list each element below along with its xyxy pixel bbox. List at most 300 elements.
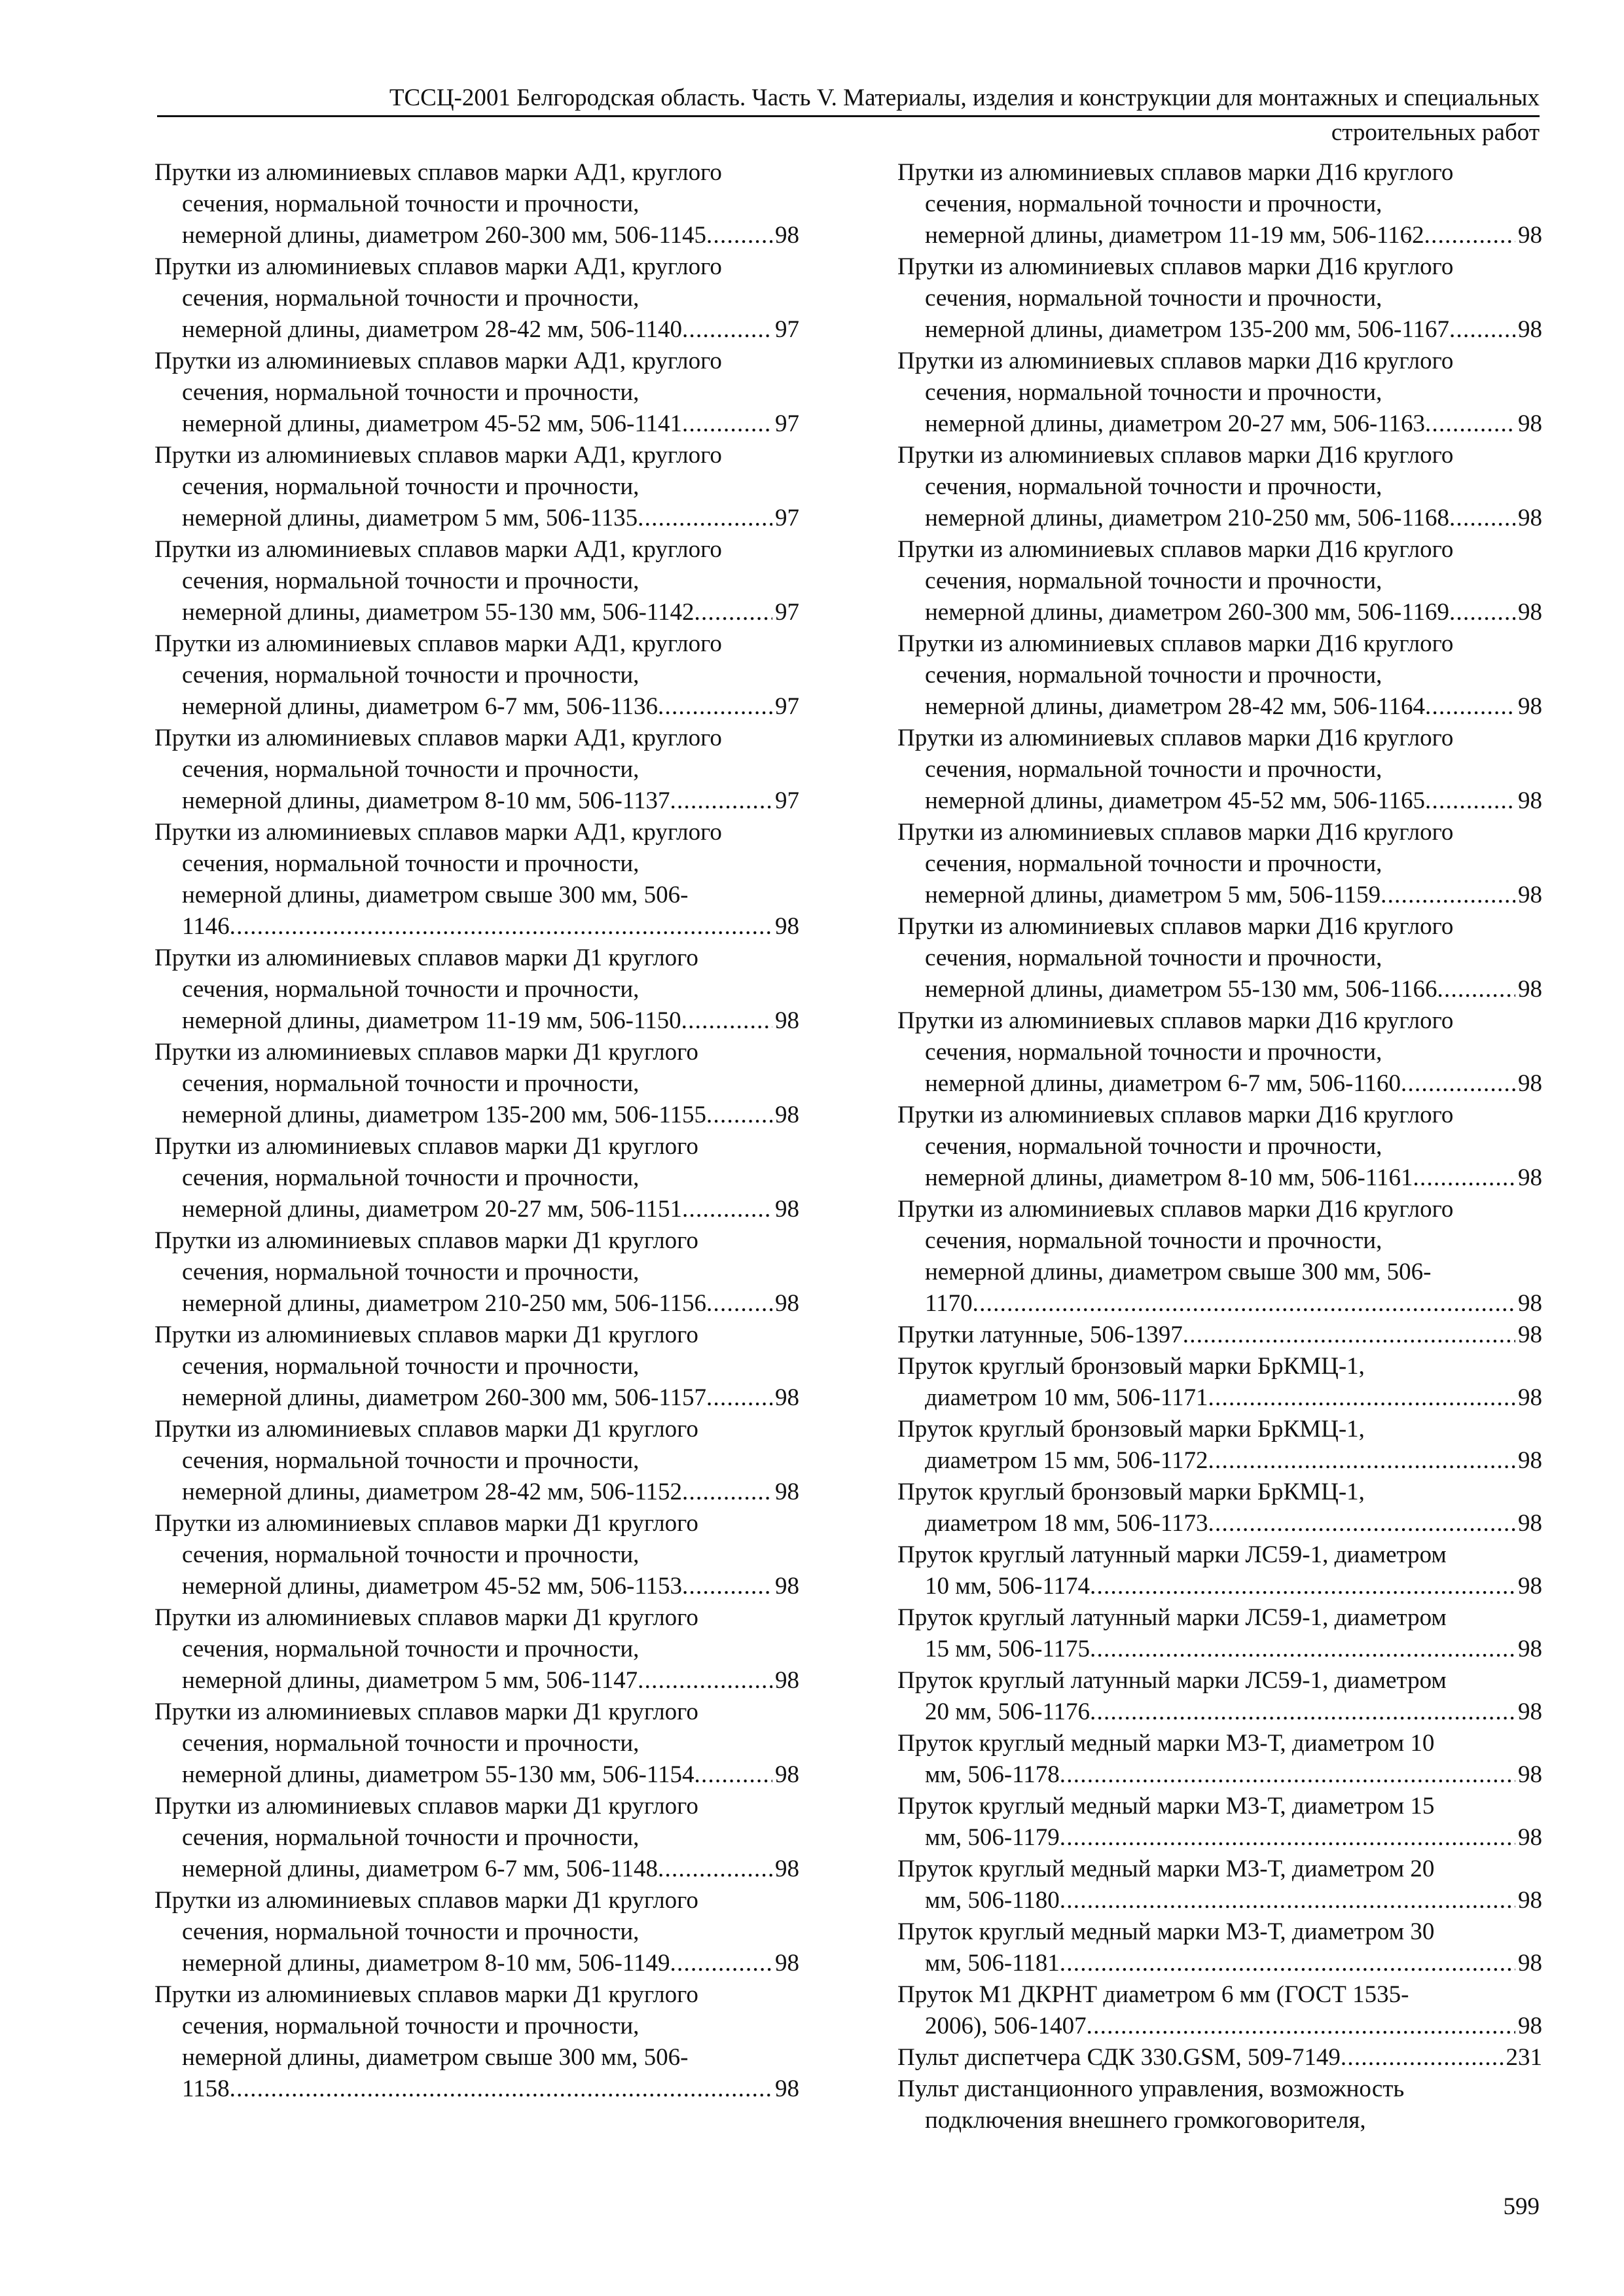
index-entry-line [154, 251, 799, 283]
leader-dots [1060, 1948, 1515, 1979]
index-page-ref: 98 [1518, 1447, 1542, 1474]
index-entry-line [154, 660, 799, 691]
page-number: 599 [1503, 2193, 1540, 2220]
index-entry-line [154, 1005, 799, 1037]
index-page-ref: 97 [775, 787, 799, 814]
index-entry [897, 817, 1542, 911]
leader-dots [1437, 974, 1515, 1005]
index-entry-line [897, 1194, 1542, 1225]
index-entry-text: сечения, нормальной точности и прочности, [182, 1636, 640, 1662]
leader-dots [682, 1571, 772, 1602]
index-entry [154, 1696, 799, 1791]
index-entry [897, 251, 1542, 346]
index-entry-text: сечения, нормальной точности и прочности, [925, 285, 1382, 312]
index-entry [154, 1979, 799, 2105]
index-entry-text: Прутки из алюминиевых сплавов марки Д16 круглого [897, 1102, 1454, 1128]
index-entry [154, 1791, 799, 1885]
index-entry-text: Пруток круглый бронзовый марки БрКМЦ-1, [897, 1353, 1365, 1380]
index-entry-line [897, 2105, 1542, 2136]
index-entry-line [897, 1037, 1542, 1068]
index-entry-line [897, 1319, 1542, 1351]
index-page-ref: 98 [775, 1102, 799, 1128]
index-entry-line [897, 440, 1542, 471]
index-entry-line [897, 1131, 1542, 1162]
index-entry-text: Пруток круглый бронзовый марки БрКМЦ-1, [897, 1479, 1365, 1505]
index-entry-line [154, 754, 799, 785]
leader-dots [1424, 220, 1515, 251]
index-entry-line [897, 157, 1542, 188]
leader-dots [1087, 2011, 1515, 2042]
index-entry-line [154, 1791, 799, 1822]
index-entry [154, 817, 799, 942]
index-entry-line [154, 157, 799, 188]
leader-dots [706, 1288, 772, 1319]
leader-dots [670, 1948, 772, 1979]
index-entry-text: Прутки из алюминиевых сплавов марки Д1 круглого [154, 1510, 698, 1537]
index-entry [897, 1351, 1542, 1414]
leader-dots [706, 220, 772, 251]
index-entry-text: сечения, нормальной точности и прочности, [925, 944, 1382, 971]
index-entry-line [897, 408, 1542, 440]
index-entry-text: немерной длины, диаметром 20-27 мм, 506-1163 [925, 410, 1425, 437]
index-entry-line [154, 1602, 799, 1634]
index-page-ref: 98 [1518, 1290, 1542, 1317]
index-entry-text: сечения, нормальной точности и прочности, [182, 379, 640, 406]
index-entry-text: сечения, нормальной точности и прочности, [182, 756, 640, 783]
index-entry-text: Прутки из алюминиевых сплавов марки Д16 круглого [897, 159, 1454, 186]
index-page-ref: 97 [775, 693, 799, 720]
index-entry-line [154, 1194, 799, 1225]
index-entry-text: немерной длины, диаметром 55-130 мм, 506-1154 [182, 1761, 695, 1788]
index-entry-text: сечения, нормальной точности и прочности, [182, 1164, 640, 1191]
index-entry [154, 1037, 799, 1131]
leader-dots [1425, 785, 1515, 817]
index-entry-line [154, 1414, 799, 1445]
index-entry [897, 1100, 1542, 1194]
index-entry-text: Прутки из алюминиевых сплавов марки Д1 круглого [154, 1793, 698, 1820]
index-entry-text: немерной длины, диаметром 5 мм, 506-1147 [182, 1667, 638, 1694]
index-entry-line [154, 1854, 799, 1885]
index-entry-line [154, 1571, 799, 1602]
index-entry [154, 157, 799, 251]
index-entry-text: сечения, нормальной точности и прочности, [182, 1447, 640, 1474]
index-entry-text: Прутки латунные, 506-1397 [897, 1321, 1183, 1348]
index-entry [154, 1602, 799, 1696]
index-entry-line [154, 188, 799, 220]
index-entry-line [897, 1477, 1542, 1508]
index-entry-line [897, 471, 1542, 503]
index-entry-text: Пруток круглый медный марки М3-Т, диаметром 15 [897, 1793, 1435, 1820]
index-entry-text: 2006), 506-1407 [925, 2013, 1087, 2039]
index-entry-text: немерной длины, диаметром 28-42 мм, 506-1164 [925, 693, 1425, 720]
index-entry-text: Прутки из алюминиевых сплавов марки Д16 круглого [897, 536, 1454, 563]
index-entry-text: немерной длины, диаметром 260-300 мм, 506-1157 [182, 1384, 706, 1411]
index-entry-line [154, 974, 799, 1005]
index-page-ref: 98 [1518, 976, 1542, 1003]
index-entry-line [897, 565, 1542, 597]
index-entry-text: диаметром 10 мм, 506-1171 [925, 1384, 1208, 1411]
index-entry-line [897, 1916, 1542, 1948]
index-entry-line [154, 283, 799, 314]
index-entry-line [897, 1508, 1542, 1539]
index-page-ref: 98 [1518, 1384, 1542, 1411]
leader-dots [682, 408, 772, 440]
index-entry-line [897, 974, 1542, 1005]
index-entry-text: сечения, нормальной точности и прочности, [182, 2013, 640, 2039]
index-entry [154, 1414, 799, 1508]
index-entry-text: немерной длины, диаметром 210-250 мм, 506-1168 [925, 505, 1449, 531]
index-page-ref: 97 [775, 505, 799, 531]
index-entry-text: сечения, нормальной точности и прочности, [182, 976, 640, 1003]
index-entry [154, 1319, 799, 1414]
index-entry-text: Прутки из алюминиевых сплавов марки Д1 круглого [154, 1887, 698, 1914]
index-page-ref: 97 [775, 599, 799, 626]
leader-dots [682, 1194, 772, 1225]
index-entry-text: немерной длины, диаметром 8-10 мм, 506-1161 [925, 1164, 1413, 1191]
leader-dots [658, 691, 772, 723]
index-entry-line [154, 1131, 799, 1162]
leader-dots [1060, 1885, 1515, 1916]
index-entry-text: немерной длины, диаметром 20-27 мм, 506-1151 [182, 1196, 682, 1223]
index-entry-text: немерной длины, диаметром 45-52 мм, 506-1141 [182, 410, 682, 437]
index-entry-text: Прутки из алюминиевых сплавов марки Д1 круглого [154, 1604, 698, 1631]
index-entry-line [897, 628, 1542, 660]
index-entry-text: немерной длины, диаметром 6-7 мм, 506-1136 [182, 693, 658, 720]
index-entry-line [897, 1414, 1542, 1445]
index-entry-text: сечения, нормальной точности и прочности, [925, 190, 1382, 217]
index-entry-line [154, 911, 799, 942]
index-entry [897, 1728, 1542, 1791]
index-entry-line [897, 1979, 1542, 2011]
index-entry-text: сечения, нормальной точности и прочности, [925, 567, 1382, 594]
index-page-ref: 98 [1518, 1950, 1542, 1977]
index-entry-line [897, 2011, 1542, 2042]
index-entry-line [897, 1257, 1542, 1288]
index-entry [897, 1854, 1542, 1916]
index-page-ref: 97 [775, 316, 799, 343]
index-entry-line [897, 251, 1542, 283]
index-entry-text: Пруток М1 ДКРНТ диаметром 6 мм (ГОСТ 1535- [897, 1981, 1409, 2008]
index-entry-line [154, 597, 799, 628]
index-page-ref: 98 [775, 1950, 799, 1977]
index-entry-line [154, 377, 799, 408]
index-entry-line [897, 1539, 1542, 1571]
index-page-ref: 98 [775, 913, 799, 940]
index-entry-line [154, 1100, 799, 1131]
index-page-ref: 98 [1518, 2013, 1542, 2039]
leader-dots [1413, 1162, 1515, 1194]
index-entry [897, 2042, 1542, 2073]
index-entry-text: сечения, нормальной точности и прочности, [925, 1227, 1382, 1254]
index-entry [154, 1131, 799, 1225]
index-entry-text: Пруток круглый латунный марки ЛС59-1, диаметром [897, 1667, 1447, 1694]
index-page-ref: 98 [1518, 787, 1542, 814]
index-entry-line [897, 1351, 1542, 1382]
leader-dots [1449, 314, 1515, 346]
index-entry-line [897, 1068, 1542, 1100]
leader-dots [670, 785, 772, 817]
leader-dots [1183, 1319, 1515, 1351]
index-entry-text: немерной длины, диаметром свыше 300 мм, 506- [182, 882, 689, 908]
index-entry-text: 10 мм, 506-1174 [925, 1573, 1091, 1600]
leader-dots [658, 1854, 772, 1885]
index-entry-line [897, 942, 1542, 974]
leader-dots [682, 314, 772, 346]
leader-dots [1060, 1822, 1515, 1854]
index-entry-text: Прутки из алюминиевых сплавов марки Д16 круглого [897, 630, 1454, 657]
index-entry-line [154, 1885, 799, 1916]
index-entry-text: немерной длины, диаметром 45-52 мм, 506-1165 [925, 787, 1425, 814]
leader-dots [1208, 1508, 1516, 1539]
leader-dots [230, 911, 772, 942]
index-entry-text: Пруток круглый медный марки М3-Т, диаметром 30 [897, 1918, 1435, 1945]
index-entry [154, 534, 799, 628]
index-entry-line [897, 2073, 1542, 2105]
index-page-ref: 98 [1518, 693, 1542, 720]
index-entry-line [897, 534, 1542, 565]
index-entry-line [897, 2042, 1542, 2073]
index-entry-text: Прутки из алюминиевых сплавов марки Д16 круглого [897, 913, 1454, 940]
index-entry-text: Прутки из алюминиевых сплавов марки АД1, круглого [154, 725, 722, 751]
index-entry-line [897, 1382, 1542, 1414]
index-entry-line [154, 1916, 799, 1948]
index-entry-line [154, 1382, 799, 1414]
header-title: ТССЦ-2001 Белгородская область. Часть V. Материалы, изделия и конструкции для монтажных и специальных [389, 84, 1540, 111]
index-entry-text: немерной длины, диаметром 55-130 мм, 506-1142 [182, 599, 695, 626]
index-entry-line [154, 220, 799, 251]
index-entry-text: Прутки из алюминиевых сплавов марки Д1 круглого [154, 1698, 698, 1725]
index-entry-text: мм, 506-1181 [925, 1950, 1060, 1977]
index-entry-text: немерной длины, диаметром свыше 300 мм, 506- [182, 2044, 689, 2071]
index-entry-line [897, 1602, 1542, 1634]
index-entry-line [154, 1319, 799, 1351]
index-entry-line [154, 723, 799, 754]
index-entry-text: Прутки из алюминиевых сплавов марки АД1, круглого [154, 253, 722, 280]
index-entry-line [897, 1759, 1542, 1791]
index-entry-line [897, 660, 1542, 691]
index-page-ref: 98 [1518, 316, 1542, 343]
index-page-ref: 98 [775, 1479, 799, 1505]
index-entry-text: Прутки из алюминиевых сплавов марки Д16 круглого [897, 348, 1454, 374]
index-entry-text: Прутки из алюминиевых сплавов марки Д16 круглого [897, 725, 1454, 751]
index-entry-line [897, 346, 1542, 377]
index-entry [897, 1791, 1542, 1854]
index-entry [154, 723, 799, 817]
index-entry-text: сечения, нормальной точности и прочности, [182, 1353, 640, 1380]
index-entry-text: Прутки из алюминиевых сплавов марки Д1 круглого [154, 1133, 698, 1160]
index-page-ref: 98 [775, 1667, 799, 1694]
index-entry-text: Прутки из алюминиевых сплавов марки Д1 круглого [154, 944, 698, 971]
index-page-ref: 98 [775, 1761, 799, 1788]
index-entry-line [897, 691, 1542, 723]
index-entry-line [897, 754, 1542, 785]
index-entry-line [897, 1571, 1542, 1602]
leader-dots [1449, 503, 1515, 534]
index-page-ref: 98 [775, 1007, 799, 1034]
index-entry [897, 1414, 1542, 1477]
index-page-ref: 98 [1518, 1887, 1542, 1914]
index-entry-text: сечения, нормальной точности и прочности, [925, 1133, 1382, 1160]
index-entry-line [154, 2073, 799, 2105]
index-entry [897, 1194, 1542, 1319]
index-entry-text: Прутки из алюминиевых сплавов марки АД1, круглого [154, 819, 722, 846]
index-entry-line [897, 377, 1542, 408]
index-entry-line [897, 785, 1542, 817]
index-entry-text: Пруток круглый медный марки М3-Т, диаметром 10 [897, 1730, 1435, 1757]
index-entry-line [154, 817, 799, 848]
index-entry [154, 942, 799, 1037]
index-entry-text: Прутки из алюминиевых сплавов марки АД1, круглого [154, 442, 722, 469]
index-entry-text: сечения, нормальной точности и прочности, [182, 1259, 640, 1285]
index-entry-line [154, 471, 799, 503]
index-entry-text: диаметром 18 мм, 506-1173 [925, 1510, 1208, 1537]
index-entry-text: Прутки из алюминиевых сплавов марки Д16 круглого [897, 1007, 1454, 1034]
leader-dots [1208, 1445, 1516, 1477]
index-page-ref: 98 [1518, 1573, 1542, 1600]
index-entry-line [154, 848, 799, 880]
index-entry-text: немерной длины, диаметром 55-130 мм, 506-1166 [925, 976, 1437, 1003]
index-entry-line [897, 911, 1542, 942]
index-entry-line [154, 1822, 799, 1854]
leader-dots [694, 597, 772, 628]
index-entry-line [154, 565, 799, 597]
index-entry-text: подключения внешнего громкоговорителя, [925, 2107, 1366, 2134]
index-entry [154, 346, 799, 440]
index-entry-line [154, 1068, 799, 1100]
index-entry-text: мм, 506-1179 [925, 1824, 1060, 1851]
index-entry [897, 1477, 1542, 1539]
index-entry-line [154, 1477, 799, 1508]
index-entry-text: Прутки из алюминиевых сплавов марки Д1 круглого [154, 1416, 698, 1443]
index-entry-line [154, 503, 799, 534]
index-page-ref: 98 [1518, 1164, 1542, 1191]
index-entry-text: Пруток круглый латунный марки ЛС59-1, диаметром [897, 1541, 1447, 1568]
leader-dots [1449, 597, 1515, 628]
index-entry-text: Прутки из алюминиевых сплавов марки АД1, круглого [154, 536, 722, 563]
index-entry-line [897, 503, 1542, 534]
leader-dots [1425, 408, 1515, 440]
index-entry-line [897, 1162, 1542, 1194]
index-entry-text: немерной длины, диаметром 11-19 мм, 506-1150 [182, 1007, 681, 1034]
index-entry-text: немерной длины, диаметром 6-7 мм, 506-1160 [925, 1070, 1401, 1097]
index-entry-text: 1170 [925, 1290, 973, 1317]
index-entry-text: мм, 506-1180 [925, 1887, 1060, 1914]
index-entry-line [897, 597, 1542, 628]
index-entry-line [154, 1037, 799, 1068]
running-header [157, 82, 1540, 149]
index-entry-text: сечения, нормальной точности и прочности, [182, 190, 640, 217]
leader-dots [706, 1382, 772, 1414]
index-entry-line [897, 1728, 1542, 1759]
index-entry-text: сечения, нормальной точности и прочности, [925, 850, 1382, 877]
index-entry-text: немерной длины, диаметром 8-10 мм, 506-1149 [182, 1950, 670, 1977]
leader-dots [694, 1759, 772, 1791]
index-entry [897, 723, 1542, 817]
index-entry-text: 1158 [182, 2075, 230, 2102]
index-entry-line [897, 1885, 1542, 1916]
leader-dots [1090, 1696, 1515, 1728]
index-entry [897, 911, 1542, 1005]
index-entry-text: немерной длины, диаметром 11-19 мм, 506-1162 [925, 222, 1424, 249]
index-entry-text: немерной длины, диаметром 28-42 мм, 506-1152 [182, 1479, 682, 1505]
index-entry-line [154, 2042, 799, 2073]
leader-dots [1060, 1759, 1515, 1791]
index-entry-line [154, 1728, 799, 1759]
index-page-ref: 98 [775, 1856, 799, 1882]
index-entry-text: сечения, нормальной точности и прочности, [182, 662, 640, 689]
index-page-ref: 98 [1518, 410, 1542, 437]
index-entry [897, 1319, 1542, 1351]
index-entry-text: немерной длины, диаметром 135-200 мм, 506-1155 [182, 1102, 706, 1128]
leader-dots [1341, 2042, 1504, 2073]
leader-dots [638, 1665, 772, 1696]
index-entry-line [154, 1634, 799, 1665]
index-entry-text: сечения, нормальной точности и прочности, [925, 1039, 1382, 1066]
index-entry-line [154, 1539, 799, 1571]
index-entry-text: Прутки из алюминиевых сплавов марки Д1 круглого [154, 1321, 698, 1348]
index-page-ref: 98 [1518, 1761, 1542, 1788]
index-entry-line [154, 440, 799, 471]
index-entry-text: Пруток круглый медный марки М3-Т, диаметром 20 [897, 1856, 1435, 1882]
index-entry [154, 1885, 799, 1979]
index-page-ref: 98 [775, 2075, 799, 2102]
index-entry-line [154, 2011, 799, 2042]
index-entry-line [154, 691, 799, 723]
index-entry-line [897, 1665, 1542, 1696]
index-entry-text: немерной длины, диаметром 5 мм, 506-1159 [925, 882, 1381, 908]
index-column-left [154, 157, 799, 2105]
header-title-continued: строительных работ [1331, 119, 1540, 146]
index-entry-text: сечения, нормальной точности и прочности, [182, 1730, 640, 1757]
index-entry-text: Пульт диспетчера СДК 330.GSM, 509-7149 [897, 2044, 1341, 2071]
leader-dots [682, 1477, 772, 1508]
index-entry [897, 2073, 1542, 2136]
leader-dots [706, 1100, 772, 1131]
index-entry-line [154, 314, 799, 346]
index-entry-text: сечения, нормальной точности и прочности, [182, 1918, 640, 1945]
index-entry-line [897, 220, 1542, 251]
index-entry [154, 251, 799, 346]
index-page-ref: 97 [775, 410, 799, 437]
index-entry [897, 534, 1542, 628]
index-entry-text: сечения, нормальной точности и прочности, [182, 473, 640, 500]
index-entry-text: немерной длины, диаметром 260-300 мм, 506-1169 [925, 599, 1449, 626]
leader-dots [1208, 1382, 1516, 1414]
index-entry-text: сечения, нормальной точности и прочности, [925, 473, 1382, 500]
index-entry-line [154, 628, 799, 660]
index-entry-line [154, 1508, 799, 1539]
leader-dots [1401, 1068, 1515, 1100]
index-entry-text: Прутки из алюминиевых сплавов марки Д1 круглого [154, 1981, 698, 2008]
index-entry [897, 1539, 1542, 1602]
index-entry [897, 440, 1542, 534]
index-page-ref: 98 [775, 1290, 799, 1317]
index-entry [154, 628, 799, 723]
index-entry-text: Пульт дистанционного управления, возможность [897, 2075, 1405, 2102]
index-entry-line [154, 880, 799, 911]
leader-dots [1380, 880, 1515, 911]
leader-dots [1425, 691, 1515, 723]
index-entry-text: немерной длины, диаметром 8-10 мм, 506-1137 [182, 787, 670, 814]
index-entry [897, 1005, 1542, 1100]
index-entry-text: немерной длины, диаметром свыше 300 мм, 506- [925, 1259, 1432, 1285]
index-page-ref: 98 [1518, 1070, 1542, 1097]
index-entry-text: немерной длины, диаметром 5 мм, 506-1135 [182, 505, 638, 531]
index-entry-line [897, 848, 1542, 880]
index-page-ref: 98 [1518, 882, 1542, 908]
index-entry-line [154, 1162, 799, 1194]
index-entry-text: Пруток круглый латунный марки ЛС59-1, диаметром [897, 1604, 1447, 1631]
